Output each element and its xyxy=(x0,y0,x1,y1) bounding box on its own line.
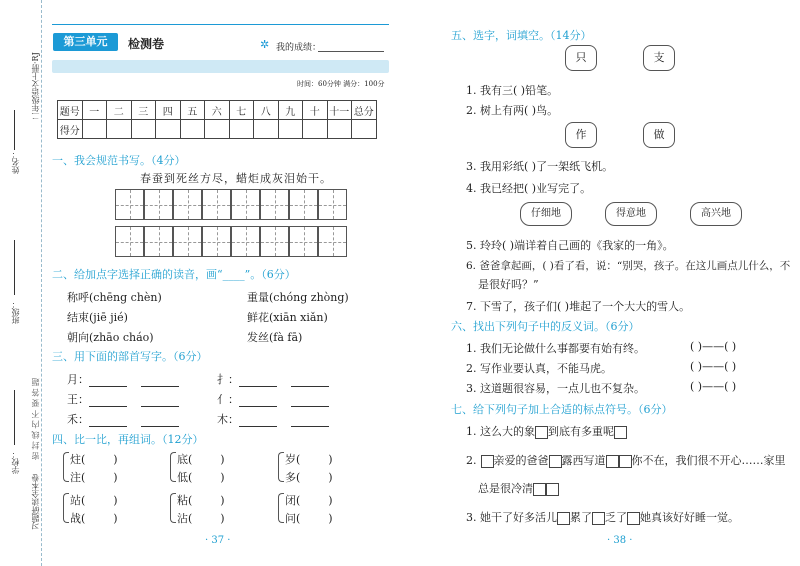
unit-badge: 第三单元 xyxy=(53,33,118,51)
compare-item[interactable]: 沾( ) xyxy=(177,512,225,525)
word-option: 仔细地 xyxy=(520,202,572,226)
name-label: 姓名： xyxy=(11,150,20,174)
antonym-blank[interactable]: ( )——( ) xyxy=(690,380,737,393)
score-header-cell: 十 xyxy=(303,101,328,120)
section-7-title: 七、给下列句子加上合适的标点符号。（6分） xyxy=(451,403,673,416)
score-header-cell: 题号 xyxy=(58,101,83,120)
series-label: 习题研读全本卷 xyxy=(31,474,40,530)
word-option: 高兴地 xyxy=(690,202,742,226)
time-info: 时间：60分钟 满分：100分 xyxy=(297,80,385,88)
fill-question[interactable]: 4. 我已经把( )业写完了。 xyxy=(466,182,592,195)
punct-question[interactable]: 1. 这么大的象 到底有多重呢 xyxy=(466,423,627,439)
page-number-right: · 38 · xyxy=(607,535,633,546)
score-header-cell: 四 xyxy=(156,101,181,120)
compare-item[interactable]: 底( ) xyxy=(177,453,225,466)
section-6-title: 六、找出下列句子中的反义词。（6分） xyxy=(451,320,640,333)
pair-brace xyxy=(170,493,176,523)
punct-question[interactable]: 3. 她干了好多活儿 累了 乏了 她真该好好睡一觉。 xyxy=(466,511,739,524)
score-header-cell: 五 xyxy=(180,101,205,120)
fill-question[interactable]: 5. 玲玲( )端详着自己画的《我家的一角》。 xyxy=(466,239,674,252)
section-2-title: 二、给加点字选择正确的读音，画“____”。（6分） xyxy=(52,268,296,281)
char-option: 支 xyxy=(643,45,675,71)
header-bar xyxy=(52,60,389,73)
punct-question[interactable]: 2. 亲爱的爸爸 露西写道 你不在，我们很不开心……家里 xyxy=(466,454,786,467)
radical-item[interactable]: 王： xyxy=(67,391,179,407)
compare-item[interactable]: 闭( ) xyxy=(285,494,333,507)
page-title: 检测卷 xyxy=(128,37,165,51)
score-header-cell: 三 xyxy=(131,101,156,120)
score-header-cell: 八 xyxy=(254,101,279,120)
pinyin-item[interactable]: 鲜花(xiān xiǎn) xyxy=(247,311,328,324)
radical-item[interactable]: 禾： xyxy=(67,411,179,427)
pinyin-item[interactable]: 重量(chóng zhòng) xyxy=(247,291,349,304)
copy-sentence: 春蚕到死丝方尽，蜡炬成灰泪始干。 xyxy=(140,172,332,185)
pinyin-item[interactable]: 称呼(chēng chèn) xyxy=(67,291,162,304)
radical-item[interactable]: 亻： xyxy=(217,391,329,407)
class-line xyxy=(14,240,15,295)
section-3-title: 三、用下面的部首写字。（6分） xyxy=(52,350,208,363)
fill-question-cont: 是很好吗？” xyxy=(478,278,539,291)
radical-item[interactable]: 扌： xyxy=(217,371,329,387)
word-option: 得意地 xyxy=(605,202,657,226)
radical-item[interactable]: 木： xyxy=(217,411,329,427)
compare-item[interactable]: 岁( ) xyxy=(285,453,333,466)
compare-item[interactable]: 注( ) xyxy=(70,471,118,484)
fill-question[interactable]: 6. 爸爸拿起画，( )看了看，说：“别哭，孩子。在这儿画点儿什么，不 xyxy=(466,260,791,272)
pinyin-item[interactable]: 结束(jiē jié) xyxy=(67,311,128,324)
score-header-cell: 一 xyxy=(82,101,107,120)
pinyin-item[interactable]: 发丝(fà fā) xyxy=(247,331,303,344)
seal-notice: 密 封 线 内 不 要 答 题 xyxy=(31,378,40,460)
antonym-question: 2. 写作业要认真，不能马虎。 xyxy=(466,362,612,375)
char-option: 作 xyxy=(565,122,597,148)
score-header-cell: 七 xyxy=(229,101,254,120)
compare-item[interactable]: 问( ) xyxy=(285,512,333,525)
compare-item[interactable]: 多( ) xyxy=(285,471,333,484)
punct-question-cont[interactable]: 总是很冷清 xyxy=(478,480,559,496)
section-1-title: 一、我会规范书写。（4分） xyxy=(52,154,186,167)
compare-item[interactable]: 战( ) xyxy=(70,512,118,525)
pair-brace xyxy=(278,452,284,482)
section-4-title: 四、比一比，再组词。（12分） xyxy=(52,433,204,446)
grade-label: 二年级语文上册·RJ xyxy=(31,52,40,120)
fill-question[interactable]: 7. 下雪了，孩子们( )堆起了一个大大的雪人。 xyxy=(466,300,691,313)
pair-brace xyxy=(278,493,284,523)
radical-item[interactable]: 月： xyxy=(67,371,179,387)
writing-grid-2[interactable] xyxy=(115,226,347,257)
compare-item[interactable]: 炷( ) xyxy=(70,453,118,466)
score-table xyxy=(57,100,377,139)
binding-gutter xyxy=(0,0,42,566)
antonym-blank[interactable]: ( )——( ) xyxy=(690,340,737,353)
score-header-cell: 二 xyxy=(107,101,132,120)
score-header-cell: 六 xyxy=(205,101,230,120)
name-line xyxy=(14,110,15,150)
class-label: 班级： xyxy=(11,300,20,324)
pair-brace xyxy=(63,452,69,482)
fill-question[interactable]: 3. 我用彩纸( )了一架纸飞机。 xyxy=(466,160,614,173)
score-line xyxy=(318,51,384,52)
compare-item[interactable]: 低( ) xyxy=(177,471,225,484)
pinyin-item[interactable]: 朝向(zhāo cháo) xyxy=(67,331,154,344)
char-option: 只 xyxy=(565,45,597,71)
writing-grid-1[interactable] xyxy=(115,189,347,220)
star-icon: ✲ xyxy=(260,38,270,51)
school-line xyxy=(14,390,15,445)
score-header-cell: 十一 xyxy=(327,101,352,120)
antonym-question: 3. 这道题很容易，一点儿也不复杂。 xyxy=(466,382,645,395)
score-header-cell: 总分 xyxy=(352,101,377,120)
pair-brace xyxy=(63,493,69,523)
score-header-cell: 九 xyxy=(278,101,303,120)
score-row-label: 得分 xyxy=(58,120,83,139)
page-number-left: · 37 · xyxy=(205,535,231,546)
score-label: 我的成绩： xyxy=(276,43,322,53)
header-rule xyxy=(52,24,389,25)
compare-item[interactable]: 站( ) xyxy=(70,494,118,507)
fill-question[interactable]: 1. 我有三( )铅笔。 xyxy=(466,84,559,97)
pair-brace xyxy=(170,452,176,482)
compare-item[interactable]: 粘( ) xyxy=(177,494,225,507)
antonym-question: 1. 我们无论做什么事都要有始有终。 xyxy=(466,342,645,355)
section-5-title: 五、选字，词填空。（14分） xyxy=(451,29,592,42)
fill-question[interactable]: 2. 树上有两( )鸟。 xyxy=(466,104,559,117)
school-label: 学校： xyxy=(11,450,20,474)
antonym-blank[interactable]: ( )——( ) xyxy=(690,360,737,373)
char-option: 做 xyxy=(643,122,675,148)
